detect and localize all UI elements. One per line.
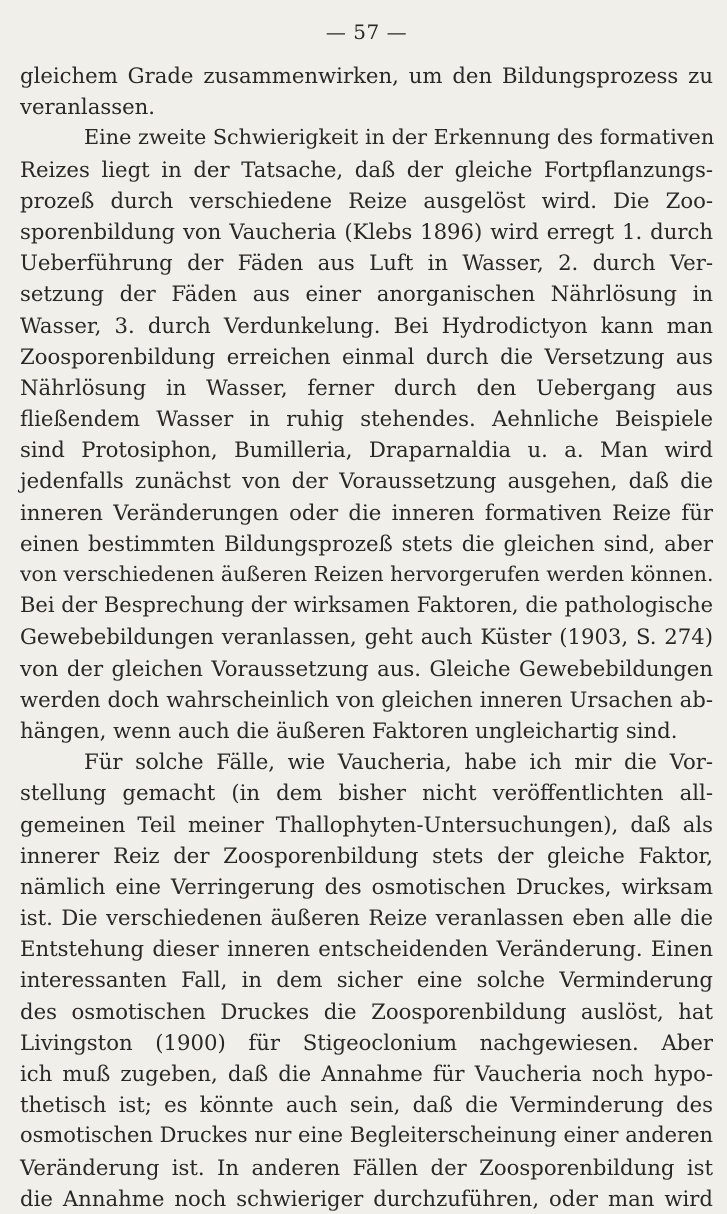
text-line: hängen, wenn auch die äußeren Faktoren ungleichartig sind. <box>20 717 678 743</box>
text-line: Nährlösung in Wasser, ferner durch den Uebergang aus <box>20 374 713 400</box>
text-line: inneren Veränderungen oder die inneren formativen Reize für <box>20 499 713 525</box>
text-line: von der gleichen Voraussetzung aus. Gleiche Gewebebildungen <box>20 655 713 681</box>
page-number: — 57 — <box>325 20 408 44</box>
text-line: nämlich eine Verringerung des osmotischen Druckes, wirksam <box>20 873 713 899</box>
text-line: von verschiedenen äußeren Reizen hervorgerufen werden können. <box>20 562 714 586</box>
text-line: Gewebebildungen veranlassen, geht auch Küster (1903, S. 274) <box>20 624 713 650</box>
body-text <box>20 60 713 1214</box>
text-line: Livingston (1900) für Stigeoclonium nachgewiesen. Aber <box>20 1029 713 1055</box>
text-line: gleichem Grade zusammenwirken, um den Bildungsprozess zu <box>20 63 713 88</box>
text-line: Eine zweite Schwierigkeit in der Erkennung des formativen <box>84 125 715 150</box>
text-line: jedenfalls zunächst von der Voraussetzung ausgehen, daß die <box>20 468 713 494</box>
text-line: Wasser, 3. durch Verdunkelung. Bei Hydrodictyon kann man <box>20 312 713 338</box>
text-line: Entstehung dieser inneren entscheidenden Veränderung. Einen <box>20 936 713 962</box>
text-line: Veränderung ist. In anderen Fällen der Zoosporenbildung ist <box>20 1154 713 1180</box>
text-line: setzung der Fäden aus einer anorganischen Nährlösung in <box>20 281 713 307</box>
text-line: stellung gemacht (in dem bisher nicht veröffentlichten all- <box>20 780 713 806</box>
text-line: thetisch ist; es könnte auch sein, daß die Verminderung des <box>20 1092 713 1118</box>
text-line: Zoosporenbildung erreichen einmal durch die Versetzung aus <box>20 343 713 369</box>
text-line: fließendem Wasser in ruhig stehendes. Aehnliche Beispiele <box>20 406 713 432</box>
text-line: ist. Die verschiedenen äußeren Reize veranlassen eben alle die <box>20 905 713 931</box>
text-line: sind Protosiphon, Bumilleria, Draparnaldia u. a. Man wird <box>20 437 713 463</box>
text-line: prozeß durch verschiedene Reize ausgelöst wird. Die Zoo- <box>20 187 713 213</box>
text-line: Reizes liegt in der Tatsache, daß der gleiche Fortpflanzungs- <box>20 156 713 182</box>
text-line: des osmotischen Druckes die Zoosporenbildung auslöst, hat <box>20 998 713 1024</box>
text-line: Bei der Besprechung der wirksamen Faktoren, die pathologische <box>20 593 713 618</box>
text-line: ich muß zugeben, daß die Annahme für Vaucheria noch hypo- <box>20 1061 713 1086</box>
text-line: gemeinen Teil meiner Thallophyten-Untersuchungen), daß als <box>20 811 713 837</box>
text-line: einen bestimmten Bildungsprozeß stets die gleichen sind, aber <box>20 530 713 556</box>
text-line: interessanten Fall, in dem sicher eine solche Verminderung <box>20 967 713 993</box>
text-line: innerer Reiz der Zoosporenbildung stets der gleiche Faktor, <box>20 842 713 868</box>
text-line: osmotischen Druckes nur eine Begleiterscheinung einer anderen <box>20 1123 713 1148</box>
text-line: Für solche Fälle, wie Vaucheria, habe ich mir die Vor- <box>84 749 713 775</box>
text-line: die Annahme noch schwieriger durchzuführen, oder man wird <box>20 1185 713 1211</box>
text-line: sporenbildung von Vaucheria (Klebs 1896) wird erregt 1. durch <box>20 218 713 244</box>
text-line: werden doch wahrscheinlich von gleichen inneren Ursachen ab- <box>20 686 713 712</box>
text-line: Ueberführung der Fäden aus Luft in Wasser, 2. durch Ver- <box>20 250 713 276</box>
text-line: veranlassen. <box>20 94 155 120</box>
